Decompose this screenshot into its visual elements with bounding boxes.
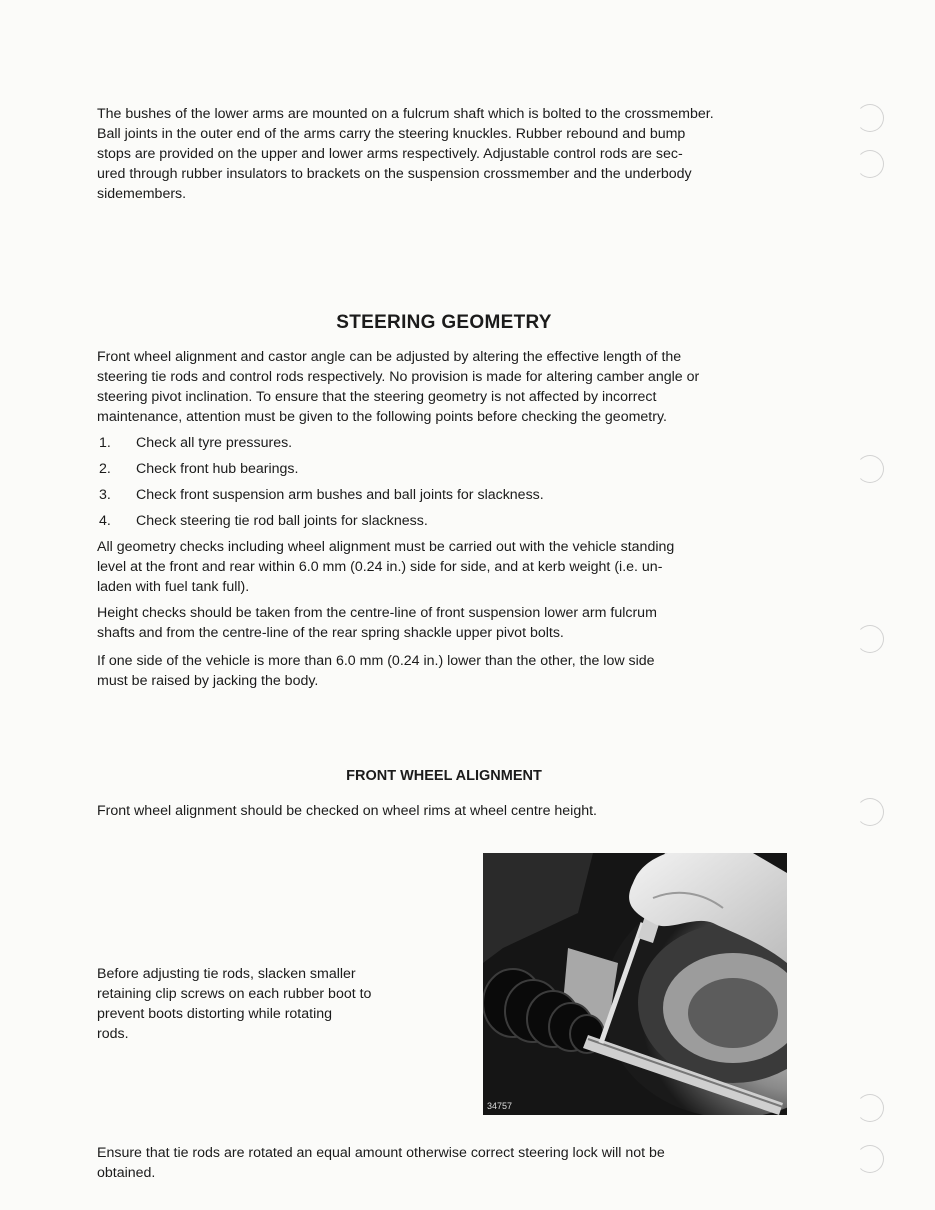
text-line: stops are provided on the upper and lower arms respectively. Adjustable control rods are sec- (97, 146, 683, 162)
level-check-paragraph (97, 537, 817, 597)
text-line: retaining clip screws on each rubber boot to (97, 986, 372, 1002)
binder-hole (856, 1094, 884, 1122)
checklist-text: Check steering tie rod ball joints for slackness. (136, 513, 428, 529)
photo-illustration (483, 853, 787, 1115)
text-line: prevent boots distorting while rotating (97, 1006, 333, 1022)
intro-paragraph (97, 104, 817, 204)
checklist-text: Check all tyre pressures. (136, 435, 293, 451)
text-line: steering tie rods and control rods respectively. No provision is made for altering camber angle or (97, 369, 700, 385)
text-line: Front wheel alignment and castor angle can be adjusted by altering the effective length of the (97, 349, 682, 365)
checklist-text: Check front suspension arm bushes and ball joints for slackness. (136, 487, 544, 503)
raise-body-paragraph (97, 651, 817, 691)
text-line: obtained. (97, 1165, 156, 1181)
binder-hole (856, 455, 884, 483)
text-line: Ball joints in the outer end of the arms carry the steering knuckles. Rubber rebound and bump (97, 126, 686, 142)
text-line: sidemembers. (97, 186, 187, 202)
text-line: If one side of the vehicle is more than 6.0 mm (0.24 in.) lower than the other, the low side (97, 653, 655, 669)
tie-rod-adjustment-photo (483, 853, 787, 1115)
checklist-text: Check front hub bearings. (136, 461, 299, 477)
section-heading-front-wheel-alignment: FRONT WHEEL ALIGNMENT (346, 768, 542, 784)
text-line: All geometry checks including wheel alignment must be carried out with the vehicle standing (97, 539, 675, 555)
photo-reference-number: 34757 (487, 1101, 513, 1111)
text-line: rods. (97, 1026, 129, 1042)
text-line: level at the front and rear within 6.0 mm (0.24 in.) side for side, and at kerb weight (i.e. un- (97, 559, 663, 575)
text-line: Height checks should be taken from the centre-line of front suspension lower arm fulcrum (97, 605, 657, 621)
binder-hole (856, 798, 884, 826)
checklist-number: 1. (99, 435, 111, 451)
text-line: shafts and from the centre-line of the rear spring shackle upper pivot bolts. (97, 625, 564, 641)
text-line: ured through rubber insulators to brackets on the suspension crossmember and the underbody (97, 166, 692, 182)
checklist-number: 3. (99, 487, 111, 503)
text-line: Ensure that tie rods are rotated an equal amount otherwise correct steering lock will not be (97, 1145, 665, 1161)
photo-caption (97, 964, 427, 1044)
section-heading-steering-geometry: STEERING GEOMETRY (336, 312, 552, 333)
binder-hole (856, 625, 884, 653)
height-check-paragraph (97, 603, 817, 643)
text-line: must be raised by jacking the body. (97, 673, 319, 689)
text-line: Before adjusting tie rods, slacken smaller (97, 966, 356, 982)
text-line: laden with fuel tank full). (97, 579, 250, 595)
closing-paragraph (97, 1143, 817, 1183)
alignment-intro: Front wheel alignment should be checked on wheel rims at wheel centre height. (97, 803, 597, 819)
steering-geometry-intro (97, 347, 817, 427)
checklist-number: 4. (99, 513, 111, 529)
checklist-number: 2. (99, 461, 111, 477)
binder-hole (856, 104, 884, 132)
text-line: steering pivot inclination. To ensure that the steering geometry is not affected by incorrect (97, 389, 657, 405)
binder-hole (856, 1145, 884, 1173)
text-line: The bushes of the lower arms are mounted on a fulcrum shaft which is bolted to the crossmember. (97, 106, 714, 122)
text-line: maintenance, attention must be given to the following points before checking the geometry. (97, 409, 667, 425)
binder-hole (856, 150, 884, 178)
